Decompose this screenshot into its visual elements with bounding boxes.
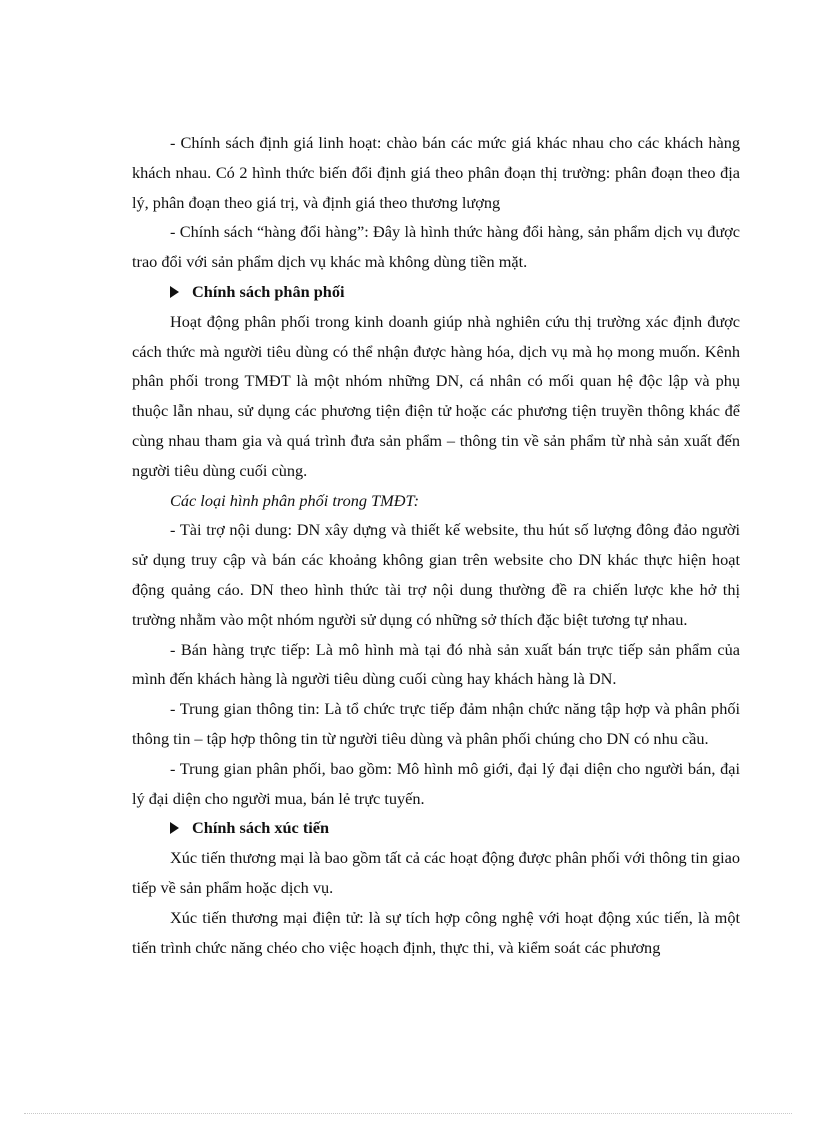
paragraph-direct-sales: - Bán hàng trực tiếp: Là mô hình mà tại đó nhà sản xuất bán trực tiếp sản phẩm của mình đến khách hàng là người tiêu dùng cuối cùng hay khách hàng là DN. [132,639,740,689]
heading-distribution-policy [132,277,740,307]
paragraph-distribution-intermediary: - Trung gian phân phối, bao gồm: Mô hình mô giới, đại lý đại diện cho người bán, đại lý đại diện cho người mua, bán lẻ trực tuyến. [132,758,740,808]
paragraph-content-sponsorship: - Tài trợ nội dung: DN xây dựng và thiết kế website, thu hút số lượng đông đảo người sử dụng truy cập và bán các khoảng không gian trên website cho DN khác thực hiện hoạt động quảng cáo. DN theo hình thức tài trợ nội dung thường đề ra chiến lược khe hở thị trường nhằm vào một nhóm người sử dụng có những sở thích đặc biệt tương tự nhau. [132,520,740,629]
heading-promotion-policy [132,813,740,843]
paragraph-barter-policy: - Chính sách “hàng đổi hàng”: Đây là hình thức hàng đổi hàng, sản phẩm dịch vụ được trao đổi với sản phẩm dịch vụ khác mà không dùng tiền mặt. [132,222,740,272]
paragraph-distribution-intro: Hoạt động phân phối trong kinh doanh giúp nhà nghiên cứu thị trường xác định được cách thức mà người tiêu dùng có thể nhận được hàng hóa, dịch vụ mà họ mong muốn. Kênh phân phối trong TMĐT là một nhóm những DN, cá nhân có mối quan hệ độc lập và phụ thuộc lẫn nhau, sử dụng các phương tiện điện tử hoặc các phương tiện truyền thông khác để cùng nhau tham gia và quá trình đưa sản phẩm – thông tin về sản phẩm từ nhà sản xuất đến người tiêu dùng cuối cùng. [132,311,740,480]
arrow-bullet-icon [170,822,179,834]
paragraph-trade-promotion: Xúc tiến thương mại là bao gồm tất cả các hoạt động được phân phối với thông tin giao tiếp về sản phẩm hoặc dịch vụ. [132,848,740,897]
arrow-bullet-icon [170,286,179,298]
document-body [132,128,740,962]
paragraph-info-intermediary: - Trung gian thông tin: Là tổ chức trực tiếp đảm nhận chức năng tập hợp và phân phối thông tin – tập hợp thông tin từ người tiêu dùng và phân phối chúng cho DN có nhu cầu. [132,699,740,748]
paragraph-pricing-flexible: - Chính sách định giá linh hoạt: chào bán các mức giá khác nhau cho các khách hàng khách nhau. Có 2 hình thức biến đổi định giá theo phân đoạn thị trường: phân đoạn theo địa lý, phân đoạn theo giá trị, và định giá theo thương lượng [132,133,740,212]
subheading-distribution-types: Các loại hình phân phối trong TMĐT: [170,490,420,510]
heading-text: Chính sách xúc tiến [192,818,330,838]
heading-text: Chính sách phân phối [192,281,345,301]
page-bottom-divider [24,1113,792,1114]
paragraph-e-promotion: Xúc tiến thương mại điện tử: là sự tích hợp công nghệ với hoạt động xúc tiến, là một tiến trình chức năng chéo cho việc hoạch định, thực thi, và kiểm soát các phương [132,907,740,957]
